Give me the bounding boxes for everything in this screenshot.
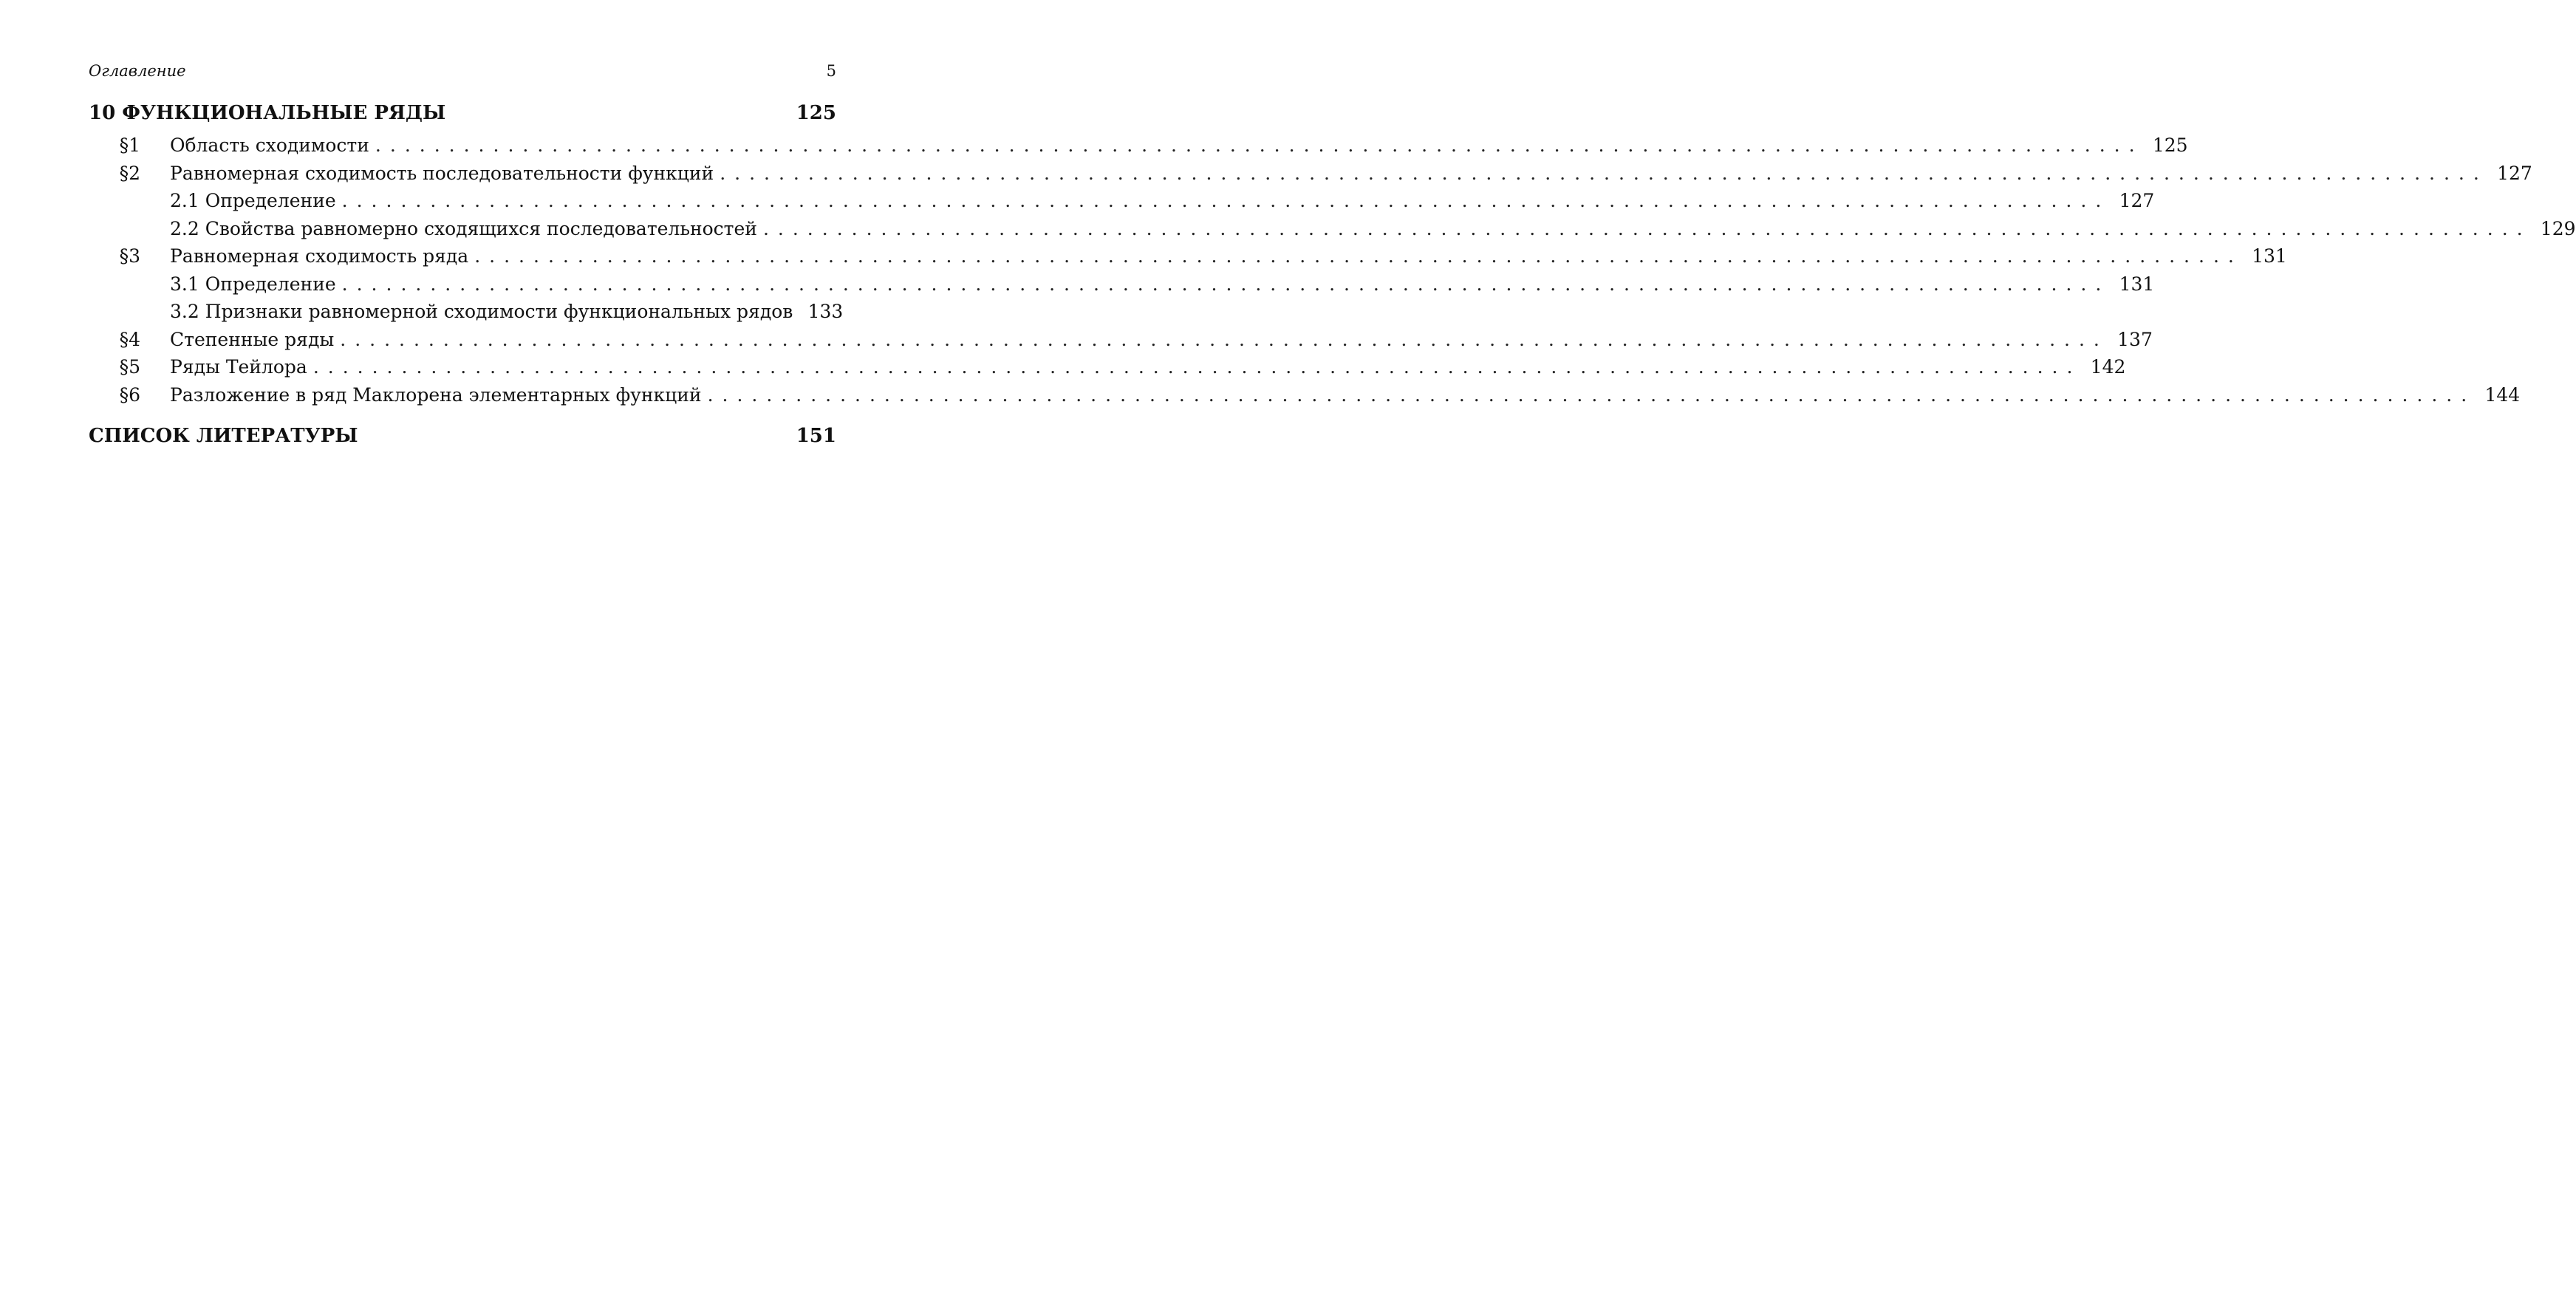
toc-entry[interactable] xyxy=(89,134,2188,163)
toc-entry-number: §5 xyxy=(119,356,140,378)
toc-entry[interactable] xyxy=(89,328,2153,357)
toc-entry[interactable] xyxy=(89,162,2532,191)
toc-entry-page: 125 xyxy=(2152,134,2188,156)
page-number: 5 xyxy=(826,62,836,80)
toc-entry-label: Равномерная сходимость последовательности функций xyxy=(170,162,714,184)
toc-entry-number: §6 xyxy=(119,383,140,406)
toc-entry-label: Степенные ряды xyxy=(170,328,335,350)
toc-entry-label: 3.2 Признаки равномерной сходимости функциональных рядов xyxy=(170,301,793,322)
toc-entries xyxy=(89,134,2576,412)
toc-bibliography-label: СПИСОК ЛИТЕРАТУРЫ xyxy=(89,425,358,447)
toc-chapter-label: 10 ФУНКЦИОНАЛЬНЫЕ РЯДЫ xyxy=(89,102,446,124)
toc-entry-label: 2.2 Свойства равномерно сходящихся последовательностей xyxy=(170,217,757,239)
toc-entry-label: Равномерная сходимость ряда xyxy=(170,245,469,267)
dot-leader: ........................................................................................................................ xyxy=(720,162,2488,184)
dot-leader: ........................................................................................................................ xyxy=(707,383,2476,406)
toc-entry-page: 137 xyxy=(2117,328,2153,350)
toc-entry-label: Область сходимости xyxy=(170,134,369,156)
toc-entry-number: §2 xyxy=(119,162,140,184)
toc-entry-page: 131 xyxy=(2119,273,2155,295)
toc-entry[interactable] xyxy=(89,245,2287,273)
dot-leader: ........................................................................................................................ xyxy=(375,134,2144,156)
running-header xyxy=(89,62,836,80)
toc-entry[interactable] xyxy=(89,190,2155,218)
dot-leader: ........................................................................................................................ xyxy=(312,356,2082,378)
dot-leader: ........................................................................................................................ xyxy=(341,190,2111,211)
toc-entry-label: 3.1 Определение xyxy=(170,273,336,295)
toc-entry[interactable] xyxy=(89,383,2521,412)
table-of-contents xyxy=(89,102,2576,457)
toc-entry-label: 2.1 Определение xyxy=(170,190,336,211)
toc-entry[interactable] xyxy=(89,356,2126,384)
toc-entry[interactable] xyxy=(89,217,2576,246)
toc-entry-page: 142 xyxy=(2090,356,2126,378)
running-header-title: Оглавление xyxy=(89,62,186,80)
toc-entry-number: §3 xyxy=(119,245,140,267)
toc-entry-page: 127 xyxy=(2497,162,2532,184)
toc-entry-page: 129 xyxy=(2540,217,2576,239)
dot-leader: ........................................................................................................................ xyxy=(340,328,2108,350)
toc-entry-page: 127 xyxy=(2119,190,2155,211)
toc-entry-number: §4 xyxy=(119,328,140,350)
toc-entry[interactable] xyxy=(89,301,844,329)
toc-chapter-page: 125 xyxy=(796,102,836,124)
toc-entry-label: Ряды Тейлора xyxy=(170,356,307,378)
toc-entry-page: 133 xyxy=(807,301,844,322)
toc-bibliography-page: 151 xyxy=(796,425,836,447)
toc-chapter[interactable] xyxy=(89,102,836,134)
dot-leader: ........................................................................................................................ xyxy=(762,217,2532,239)
dot-leader: ........................................................................................................................ xyxy=(474,245,2243,267)
toc-entry-label: Разложение в ряд Маклорена элементарных функций xyxy=(170,383,702,406)
toc-entry[interactable] xyxy=(89,273,2155,301)
toc-bibliography[interactable] xyxy=(89,425,836,457)
toc-entry-page: 144 xyxy=(2484,383,2521,406)
toc-entry-number: §1 xyxy=(119,134,140,156)
dot-leader: ........................................................................................................................ xyxy=(341,273,2111,295)
toc-entry-page: 131 xyxy=(2252,245,2287,267)
